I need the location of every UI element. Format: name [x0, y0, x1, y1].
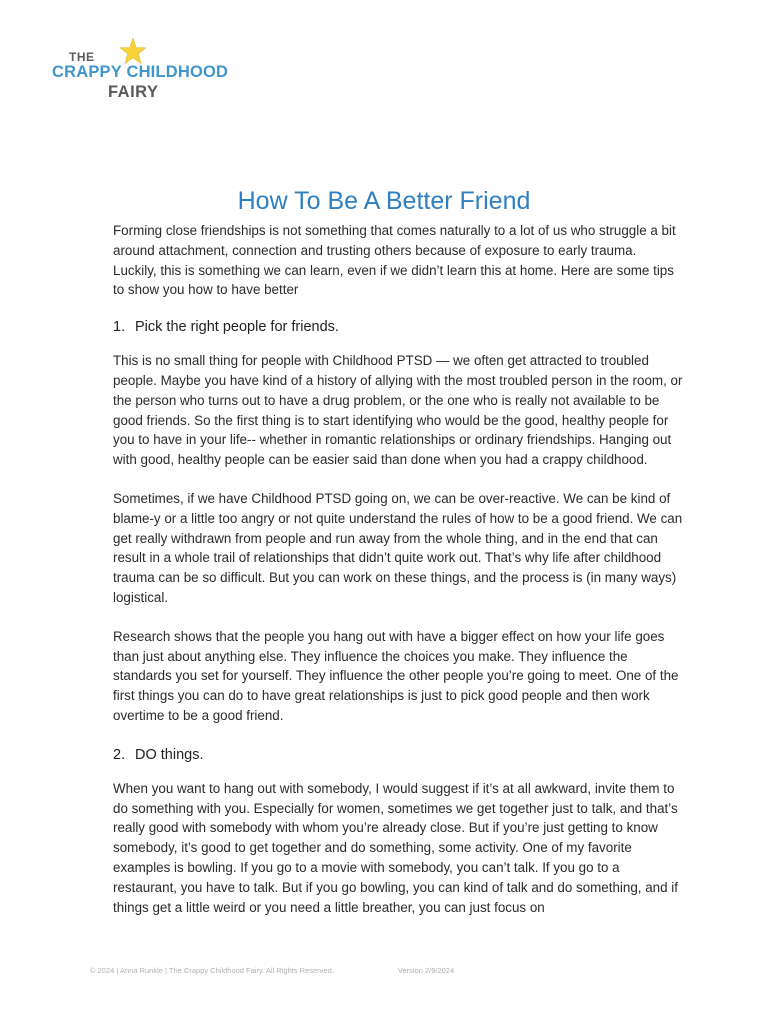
- document-body: [113, 221, 683, 917]
- footer-version: Version 2/9/2024: [397, 966, 455, 975]
- section-2-title: DO things.: [135, 746, 204, 763]
- section-2-paragraph-1: When you want to hang out with somebody, I would suggest if it’s at all awkward, invite them to do something with you. Especially for women, sometimes we get together just to talk, and that’s really good with somebody with whom you’re already close. But if you’re just getting to know somebody, it’s good to get together and do something, some activity. One of my favorite examples is bowling. If you go to a movie with somebody, you can’t talk. If you go to a restaurant, you have to talk. But if you go bowling, you can kind of talk and do something, and if things get a little weird or you need a little breather, you can just focus on: [113, 780, 678, 915]
- section-1-paragraph-2: Sometimes, if we have Childhood PTSD going on, we can be over-reactive. We can be kind of blame-y or a little too angry or not quite understand the rules of how to be a good friend. We can get really withdrawn from people and run away from the whole thing, and in the end that can result in a whole trail of relationships that didn’t quite work out. That’s why life after childhood trauma can be so difficult. But you can work on these things, and the process is (in many ways) logistical.: [113, 490, 683, 605]
- section-2-number: 2.: [113, 746, 126, 763]
- page-title: How To Be A Better Friend: [237, 187, 531, 215]
- footer-copyright: © 2024 | Anna Runkle | The Crappy Childhood Fairy. All Rights Reserved.: [90, 966, 334, 975]
- page-footer: [90, 966, 454, 975]
- brand-logo: [52, 38, 229, 108]
- section-2-heading: [113, 745, 683, 765]
- star-icon: [120, 38, 146, 66]
- section-1-number: 1.: [113, 319, 126, 336]
- logo-text-crappy-childhood: CRAPPY CHILDHOOD: [52, 63, 229, 81]
- star-shape: [120, 38, 146, 64]
- section-1-heading: [113, 317, 683, 337]
- section-1-paragraph-1: This is no small thing for people with Childhood PTSD — we often get attracted to troubled people. Maybe you have kind of a history of allying with the most troubled person in the room, or the person who turns out to have a drug problem, or the one who is really not available to be good friends. So the first thing is to start identifying who would be the good, healthy people for you to have in your life-- whether in romantic relationships or ordinary friendships. Hanging out with good, healthy people can be easier said than done when you had a crappy childhood.: [113, 353, 683, 468]
- logo-text-fairy: FAIRY: [108, 83, 159, 101]
- section-1-paragraph-3: Research shows that the people you hang out with have a bigger effect on how your life goes than just about anything else. They influence the choices you make. They influence the standards you set for yourself. They influence the other people you’re going to meet. One of the first things you can do to have great relationships is just to pick good people and then work overtime to be a good friend.: [113, 628, 679, 723]
- section-1-title: Pick the right people for friends.: [135, 319, 339, 336]
- intro-paragraph: Forming close friendships is not something that comes naturally to a lot of us who struggle a bit around attachment, connection and trusting others because of exposure to early trauma. Luckily, this is something we can learn, even if we didn’t learn this at home. Here are some tips to show you how to have better: [113, 223, 676, 298]
- logo-text-the: THE: [69, 50, 95, 64]
